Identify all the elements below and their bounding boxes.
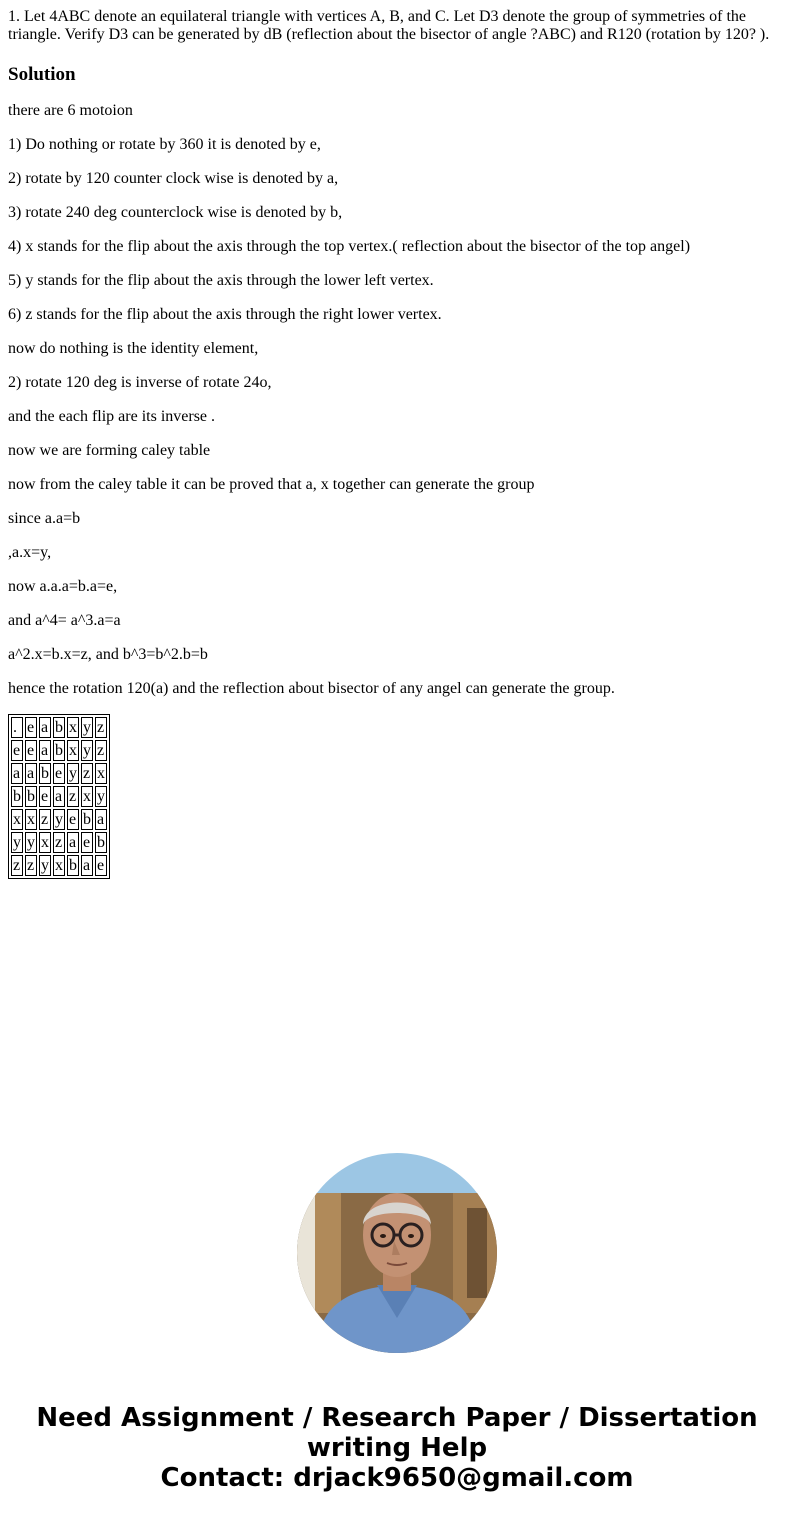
table-row [11, 786, 107, 807]
table-cell: a [39, 740, 51, 761]
solution-paragraph: 1) Do nothing or rotate by 360 it is denoted by e, [8, 136, 321, 153]
table-cell: z [53, 832, 65, 853]
table-row [11, 740, 107, 761]
table-cell: z [95, 740, 107, 761]
solution-paragraph: now a.a.a=b.a=e, [8, 578, 118, 595]
table-cell: b [97, 834, 105, 851]
solution-paragraph: there are 6 motoion [8, 102, 133, 119]
table-cell: a [39, 717, 51, 738]
promo-footer [0, 1403, 794, 1493]
table-cell: y [97, 788, 105, 805]
table-cell: z [67, 786, 79, 807]
table-cell: z [11, 855, 23, 876]
solution-paragraph: and the each flip are its inverse . [8, 408, 216, 425]
table-cell: x [41, 834, 49, 851]
table-cell: b [55, 742, 63, 759]
table-cell: y [13, 834, 21, 851]
table-cell: z [95, 717, 107, 738]
table-cell: x [55, 857, 63, 874]
promo-line: Need Assignment / Research Paper / Dissertation [36, 1403, 758, 1433]
table-cell: a [95, 809, 107, 830]
solution-paragraph: 3) rotate 240 deg counterclock wise is denoted by b, [8, 204, 343, 221]
solution-paragraph: 6) z stands for the flip about the axis through the right lower vertex. [8, 306, 442, 323]
table-cell: a [25, 763, 37, 784]
solution-paragraph: since a.a=b [8, 510, 81, 527]
solution-paragraph: a^2.x=b.x=z, and b^3=b^2.b=b [8, 646, 208, 663]
table-cell: y [41, 857, 49, 874]
table-cell: x [69, 719, 77, 736]
table-cell: x [83, 788, 91, 805]
solution-paragraph: and a^4= a^3.a=a [8, 612, 121, 629]
table-cell: e [39, 786, 51, 807]
table-cell: e [67, 809, 79, 830]
table-cell: a [11, 763, 23, 784]
cayley-table [8, 714, 110, 879]
table-cell: z [81, 763, 93, 784]
contact-line: Contact: drjack9650@gmail.com [160, 1463, 634, 1493]
table-cell: e [11, 740, 23, 761]
table-cell: z [39, 809, 51, 830]
solution-body [8, 102, 786, 698]
table-cell: x [13, 811, 21, 828]
solution-paragraph: ,a.x=y, [8, 544, 52, 561]
table-cell: e [95, 855, 107, 876]
question-text: 1. Let 4ABC denote an equilateral triangle with vertices A, B, and C. Let D3 denote the group of symmetries of the triangle. Verify D3 can be generated by dB (reflection about the bisector of angle ?ABC) and R120 (rotation by 120? ). [8, 8, 770, 43]
solution-paragraph: now from the caley table it can be proved that a, x together can generate the group [8, 476, 535, 493]
solution-paragraph: 5) y stands for the flip about the axis through the lower left vertex. [8, 272, 434, 289]
table-cell: x [27, 811, 35, 828]
table-cell: e [25, 740, 37, 761]
solution-paragraph: hence the rotation 120(a) and the reflection about bisector of any angel can generate the group. [8, 680, 615, 697]
table-row [11, 763, 107, 784]
table-row [11, 717, 107, 738]
promo-line: writing Help [306, 1433, 488, 1463]
table-cell: b [69, 857, 77, 874]
solution-heading: Solution [8, 64, 76, 85]
table-cell: x [69, 742, 77, 759]
table-cell: e [25, 717, 37, 738]
table-cell: y [83, 719, 91, 736]
table-cell: b [27, 788, 35, 805]
solution-paragraph: now we are forming caley table [8, 442, 211, 459]
solution-paragraph: 4) x stands for the flip about the axis through the top vertex.( reflection about the bisector of the top angel) [8, 238, 691, 255]
table-row [11, 832, 107, 853]
author-portrait-image [297, 1153, 497, 1353]
table-cell: y [69, 765, 77, 782]
solution-paragraph: 2) rotate 120 deg is inverse of rotate 24o, [8, 374, 272, 391]
table-cell: z [25, 855, 37, 876]
document-body [8, 8, 786, 879]
table-cell: b [13, 788, 21, 805]
table-cell: y [83, 742, 91, 759]
solution-paragraph: 2) rotate by 120 counter clock wise is denoted by a, [8, 170, 339, 187]
table-cell: . [11, 717, 23, 738]
table-cell: a [67, 832, 79, 853]
solution-paragraph: now do nothing is the identity element, [8, 340, 259, 357]
table-cell: y [55, 811, 63, 828]
table-cell: b [55, 719, 63, 736]
table-cell: x [97, 765, 105, 782]
author-avatar [297, 1153, 497, 1353]
table-cell: b [83, 811, 91, 828]
table-cell: a [53, 786, 65, 807]
table-cell: e [81, 832, 93, 853]
table-cell: a [81, 855, 93, 876]
table-row [11, 809, 107, 830]
table-row [11, 855, 107, 876]
table-cell: e [53, 763, 65, 784]
table-cell: y [27, 834, 35, 851]
table-cell: b [41, 765, 49, 782]
